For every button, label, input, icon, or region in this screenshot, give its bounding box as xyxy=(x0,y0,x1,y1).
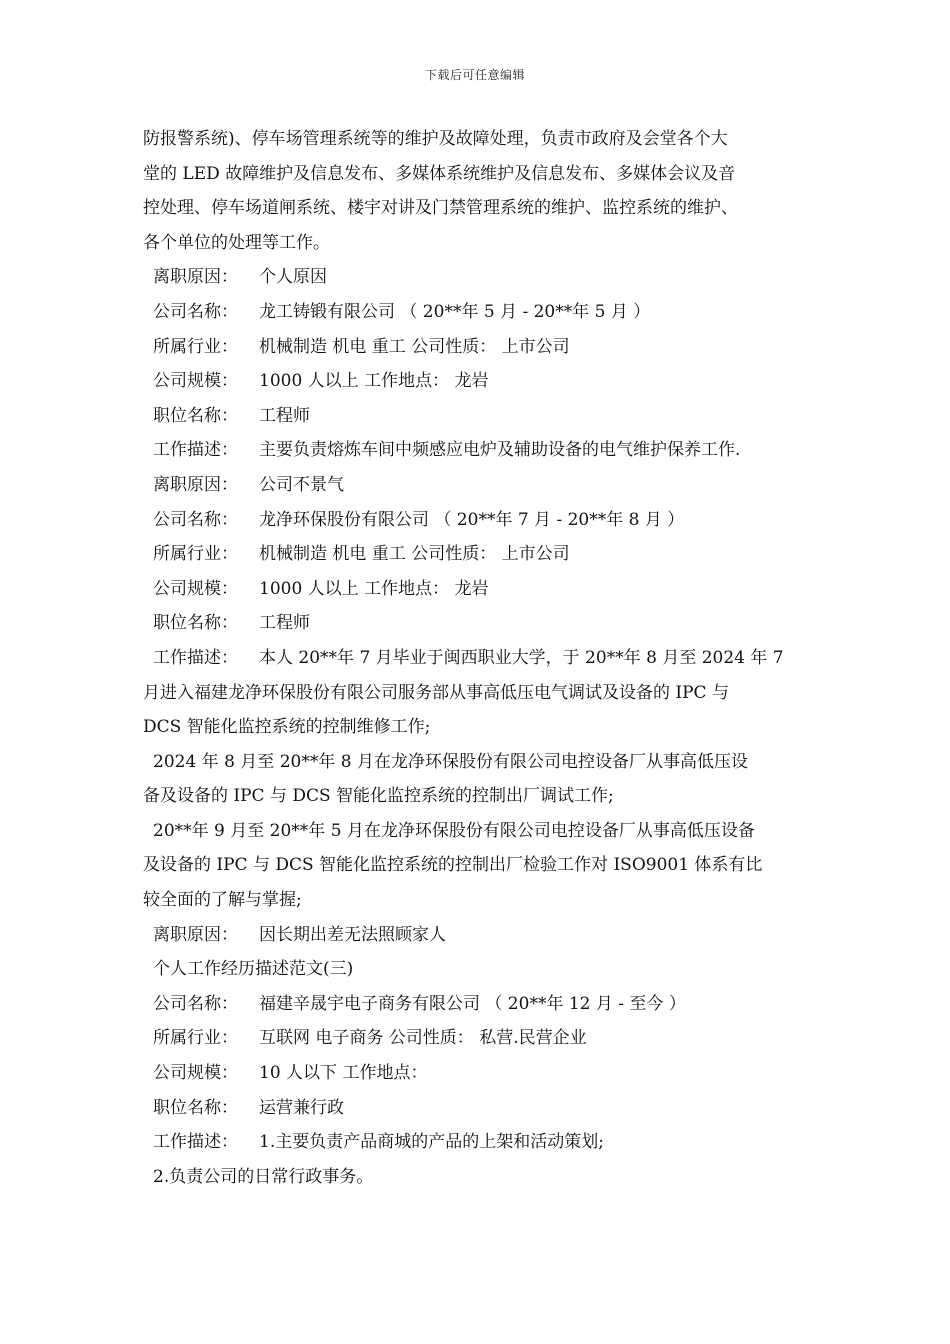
company-row xyxy=(143,987,833,1022)
field-label: 离职原因： xyxy=(153,267,238,288)
description-row xyxy=(143,641,833,676)
company-row xyxy=(143,503,833,538)
field-value: 龙净环保股份有限公司 （ 20**年 7 月 - 20**年 8 月 ） xyxy=(259,509,685,530)
company-row xyxy=(143,295,833,330)
field-label: 工作描述： xyxy=(153,440,238,461)
scale-row xyxy=(143,572,833,607)
section-title: 个人工作经历描述范文(三) xyxy=(153,959,354,980)
field-value: 个人原因 xyxy=(259,267,327,288)
field-value: 机械制造 机电 重工 公司性质： 上市公司 xyxy=(259,336,570,357)
position-row xyxy=(143,1091,833,1126)
industry-row xyxy=(143,537,833,572)
field-label: 所属行业： xyxy=(153,336,238,357)
paragraph-line: 及设备的 IPC 与 DCS 智能化监控系统的控制出厂检验工作对 ISO9001 体系有比 xyxy=(143,855,763,876)
field-label: 公司规模： xyxy=(153,371,238,392)
paragraph-line: 防报警系统)、停车场管理系统等的维护及故障处理，负责市政府及会堂各个大 xyxy=(143,129,728,149)
paragraph-line: 堂的 LED 故障维护及信息发布、多媒体系统维护及信息发布、多媒体会议及音 xyxy=(143,163,736,184)
field-label: 所属行业： xyxy=(153,1028,238,1049)
paragraph-line: 备及设备的 IPC 与 DCS 智能化监控系统的控制出厂调试工作; xyxy=(143,786,614,807)
leave-reason-row xyxy=(143,918,833,953)
description-row xyxy=(143,433,833,468)
field-value: 运营兼行政 xyxy=(259,1097,344,1118)
position-row xyxy=(143,606,833,641)
field-label: 公司名称： xyxy=(153,993,238,1014)
page-header: 下载后可任意编辑 xyxy=(424,68,525,82)
field-value: 龙工铸锻有限公司 （ 20**年 5 月 - 20**年 5 月 ） xyxy=(259,301,651,322)
field-value: 1.主要负责产品商城的产品的上架和活动策划; xyxy=(259,1132,604,1153)
field-value: 互联网 电子商务 公司性质： 私营.民营企业 xyxy=(259,1028,587,1049)
field-label: 职位名称： xyxy=(153,1097,238,1118)
paragraph-line: 2024 年 8 月至 20**年 8 月在龙净环保股份有限公司电控设备厂从事高低压设 xyxy=(153,751,748,772)
industry-row xyxy=(143,330,833,365)
field-label: 工作描述： xyxy=(153,1132,238,1153)
field-label: 工作描述： xyxy=(153,647,238,668)
industry-row xyxy=(143,1021,833,1056)
field-value: 1000 人以上 工作地点： 龙岩 xyxy=(259,371,489,392)
paragraph-line: 较全面的了解与掌握; xyxy=(143,890,302,911)
field-label: 职位名称： xyxy=(153,613,238,634)
field-value: 福建辛晟宇电子商务有限公司 （ 20**年 12 月 - 至今 ） xyxy=(259,993,686,1014)
scale-row xyxy=(143,364,833,399)
field-label: 离职原因： xyxy=(153,474,238,495)
scale-row xyxy=(143,1056,833,1091)
position-row xyxy=(143,399,833,434)
paragraph-line: 2.负责公司的日常行政事务。 xyxy=(153,1166,374,1187)
field-value: 公司不景气 xyxy=(259,474,344,495)
field-value: 10 人以下 工作地点： xyxy=(259,1063,428,1084)
field-value: 主要负责熔炼车间中频感应电炉及辅助设备的电气维护保养工作. xyxy=(259,440,741,461)
field-label: 公司名称： xyxy=(153,301,238,322)
field-value: 机械制造 机电 重工 公司性质： 上市公司 xyxy=(259,544,570,565)
field-label: 公司规模： xyxy=(153,578,238,599)
document-body xyxy=(143,122,833,1194)
field-label: 离职原因： xyxy=(153,924,238,945)
paragraph-line: 各个单位的处理等工作。 xyxy=(143,232,330,253)
paragraph-line: DCS 智能化监控系统的控制维修工作; xyxy=(143,717,431,738)
field-value: 因长期出差无法照顾家人 xyxy=(259,924,446,945)
field-label: 公司规模： xyxy=(153,1063,238,1084)
field-value: 工程师 xyxy=(259,613,310,634)
paragraph-line: 月进入福建龙净环保股份有限公司服务部从事高低压电气调试及设备的 IPC 与 xyxy=(143,682,729,703)
field-label: 所属行业： xyxy=(153,544,238,565)
description-row xyxy=(143,1125,833,1160)
field-label: 职位名称： xyxy=(153,405,238,426)
leave-reason-row xyxy=(143,260,833,295)
paragraph-line: 20**年 9 月至 20**年 5 月在龙净环保股份有限公司电控设备厂从事高低压设备 xyxy=(153,820,755,841)
paragraph-line: 控处理、停车场道闸系统、楼宇对讲及门禁管理系统的维护、监控系统的维护、 xyxy=(143,198,738,219)
field-value: 1000 人以上 工作地点： 龙岩 xyxy=(259,578,489,599)
leave-reason-row xyxy=(143,468,833,503)
field-label: 公司名称： xyxy=(153,509,238,530)
field-value: 本人 20**年 7 月毕业于闽西职业大学，于 20**年 8 月至 2024 年 7 xyxy=(259,647,784,668)
field-value: 工程师 xyxy=(259,405,310,426)
